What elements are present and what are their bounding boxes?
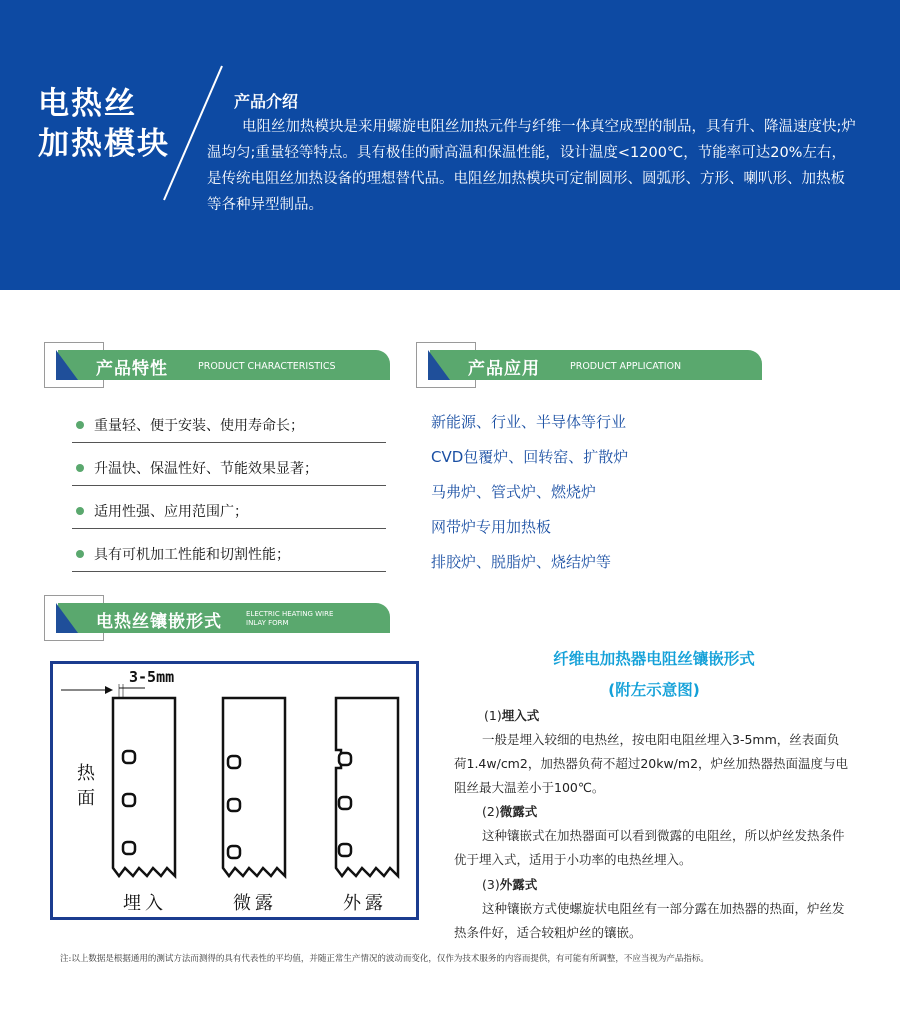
inlay-title-cn: 电热丝镶嵌形式 <box>96 612 222 632</box>
section-exposed <box>454 873 849 945</box>
inlay-title-en: ELECTRIC HEATING WIRE INLAY FORM <box>246 610 334 627</box>
inlay-diagram <box>50 661 419 920</box>
section-text: 这种镶嵌式在加热器面可以看到微露的电阻丝，所以炉丝发热条件优于埋入式，适用于小功率的电热丝埋入。 <box>454 828 845 867</box>
inlay-header <box>44 595 394 641</box>
characteristics-title-cn: 产品特性 <box>96 359 168 379</box>
intro-body: 电阻丝加热模块是来用螺旋电阻丝加热元件与纤维一体真空成型的制品，具有升、降温速度快;炉温均匀;重量轻等特点。具有极佳的耐高温和保温性能，设计温度<1200℃，节能率可达20%左右，是传统电阻丝加热设备的理想替代品。电阻丝加热模块可定制圆形、圆弧形、方形、喇叭形、加热板等各种异型制品。 <box>207 119 856 213</box>
wire-coil-icon <box>228 846 240 858</box>
list-item: 新能源、行业、半导体等行业 <box>431 413 627 431</box>
list-item: 适用性强、应用范围广； <box>72 486 386 529</box>
section-heading: (2)微露式 <box>482 804 538 819</box>
bullet-dot-icon <box>76 421 84 429</box>
list-item: CVD包覆炉、回转窑、扩散炉 <box>431 448 629 466</box>
product-title <box>38 84 170 164</box>
section-text: 这种镶嵌方式使螺旋状电阻丝有一部分露在加热器的热面，炉丝发热条件好，适合较粗炉丝的镶嵌。 <box>454 901 845 940</box>
title-line-2: 加热模块 <box>38 126 170 162</box>
list-item: 网带炉专用加热板 <box>431 518 552 536</box>
application-header <box>416 342 766 388</box>
section-slightly-exposed <box>454 800 849 872</box>
wire-coil-icon <box>123 751 135 763</box>
tab-triangle-icon <box>428 350 450 380</box>
list-item: 具有可机加工性能和切割性能； <box>72 529 386 572</box>
tab-triangle-icon <box>56 350 78 380</box>
characteristics-list <box>72 400 386 572</box>
header-banner <box>0 0 900 290</box>
application-title-en: PRODUCT APPLICATION <box>570 361 682 372</box>
bullet-dot-icon <box>76 507 84 515</box>
hot-face-char-2: 面 <box>77 788 95 809</box>
wire-coil-icon <box>123 794 135 806</box>
list-item: 排胶炉、脱脂炉、烧结炉等 <box>431 553 612 571</box>
list-item: 马弗炉、管式炉、燃烧炉 <box>431 483 597 501</box>
wire-coil-icon <box>228 756 240 768</box>
exposed-block <box>336 698 398 876</box>
bullet-dot-icon <box>76 550 84 558</box>
section-heading: (1)埋入式 <box>484 708 540 723</box>
wire-coil-icon <box>123 842 135 854</box>
label-exposed: 外露 <box>343 893 387 914</box>
wire-coil-icon <box>228 799 240 811</box>
section-text: 一般是埋入较细的电热丝，按电阳电阻丝埋入3-5mm，丝表面负荷1.4w/cm2，加热器负荷不超过20kw/m2，炉丝加热器热面温度与电阻丝最大温差小于100℃。 <box>454 732 849 795</box>
wire-coil-icon <box>339 753 351 765</box>
application-list <box>431 407 628 582</box>
inlay-diagram-drawing <box>53 664 416 917</box>
intro-heading: 产品介绍 <box>234 92 299 111</box>
hot-face-char-1: 热 <box>77 763 95 784</box>
description-subtitle: (附左示意图) <box>608 681 700 699</box>
embedded-block <box>113 698 175 876</box>
application-title-cn: 产品应用 <box>468 359 540 379</box>
characteristics-header <box>44 342 394 388</box>
arrow-head-icon <box>105 686 113 694</box>
label-slightly-exposed: 微露 <box>233 893 277 914</box>
title-line-1: 电热丝 <box>38 86 137 122</box>
description-title: 纤维电加热器电阻丝镶嵌形式 <box>553 650 755 668</box>
list-item: 升温快、保温性好、节能效果显著； <box>72 443 386 486</box>
slightly-exposed-block <box>223 698 285 876</box>
section-heading: (3)外露式 <box>482 877 538 892</box>
bullet-dot-icon <box>76 464 84 472</box>
wire-coil-icon <box>339 844 351 856</box>
label-embedded: 埋入 <box>123 893 167 914</box>
list-item: 重量轻、便于安装、使用寿命长； <box>72 400 386 443</box>
characteristics-title-en: PRODUCT CHARACTERISTICS <box>198 361 336 372</box>
footnote: 注:以上数据是根据通用的测试方法而测得的具有代表性的平均值，并随正常生产情况的波动而变化，仅作为技术服务的内容而提供，有可能有所调整，不应当视为产品指标。 <box>60 954 709 964</box>
dimension-label: 3-5mm <box>129 668 175 686</box>
tab-triangle-icon <box>56 603 78 633</box>
section-embedded <box>454 704 849 800</box>
wire-coil-icon <box>339 797 351 809</box>
